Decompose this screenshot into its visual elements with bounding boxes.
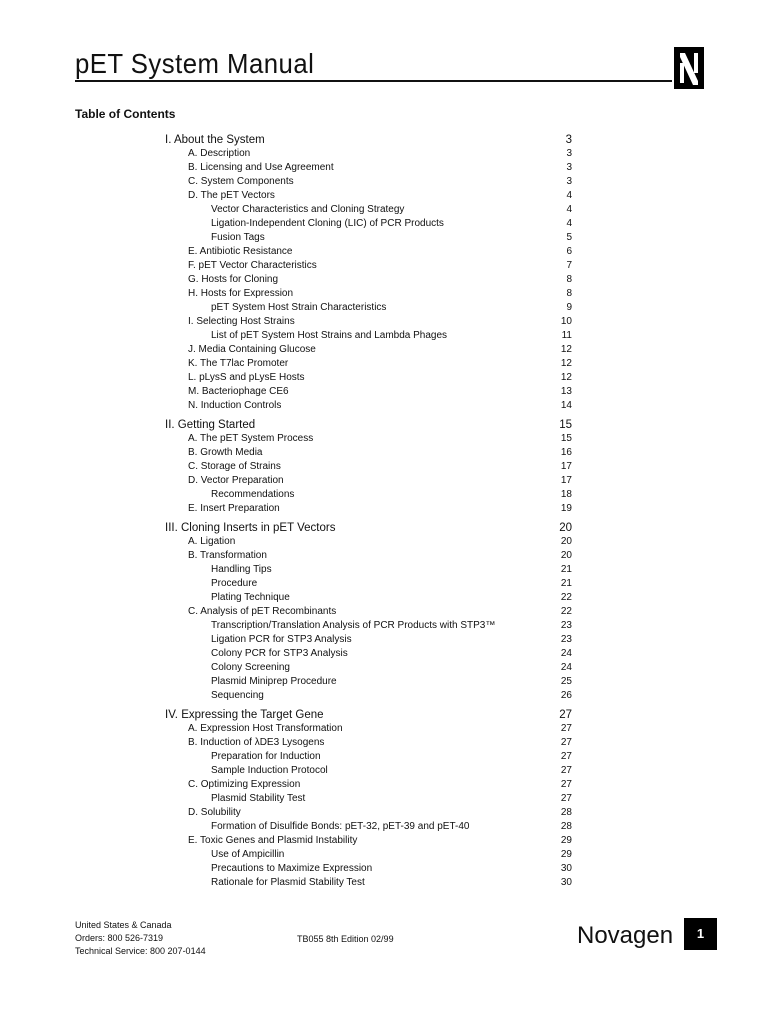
toc-section	[0, 708, 768, 722]
toc-entry	[0, 385, 768, 399]
toc-entry	[0, 287, 768, 301]
toc-entry	[0, 792, 768, 806]
toc-page-number: 29	[560, 849, 572, 860]
toc-page-number: 19	[560, 503, 572, 514]
toc-page-number: 7	[566, 260, 572, 271]
toc-entry	[0, 217, 768, 231]
toc-entry-title: D. Vector Preparation	[188, 475, 284, 486]
toc-page-number: 16	[560, 447, 572, 458]
toc-entry-title: Colony Screening	[211, 662, 290, 673]
toc-entry	[0, 722, 768, 736]
toc-entry	[0, 806, 768, 820]
toc-entry	[0, 535, 768, 549]
toc-page-number: 23	[560, 634, 572, 645]
toc-entry-title: A. Description	[188, 148, 251, 159]
toc-entry	[0, 778, 768, 792]
toc-page-number: 3	[565, 134, 572, 146]
toc-page-number: 17	[560, 475, 572, 486]
toc-entry-title: E. Insert Preparation	[188, 503, 280, 514]
toc-entry-title: C. System Components	[188, 176, 294, 187]
toc-page-number: 3	[566, 148, 572, 159]
toc-page-number: 28	[560, 821, 572, 832]
toc-entry	[0, 502, 768, 516]
toc-entry	[0, 231, 768, 245]
toc-page-number: 10	[560, 316, 572, 327]
toc-entry	[0, 161, 768, 175]
toc-entry	[0, 301, 768, 315]
toc-page-number: 27	[560, 793, 572, 804]
toc-entry-title: Fusion Tags	[211, 232, 265, 243]
toc-entry-title: A. Ligation	[188, 536, 236, 547]
toc-page-number: 12	[560, 372, 572, 383]
toc-entry-title: K. The T7lac Promoter	[188, 358, 289, 369]
toc-entry	[0, 329, 768, 343]
toc-entry	[0, 750, 768, 764]
toc-entry	[0, 549, 768, 563]
toc-page-number: 27	[560, 779, 572, 790]
toc-page-number: 21	[560, 578, 572, 589]
toc-page-number: 13	[560, 386, 572, 397]
toc-entry-title: List of pET System Host Strains and Lambda Phages	[211, 330, 448, 341]
toc-entry	[0, 577, 768, 591]
toc-entry-title: III. Cloning Inserts in pET Vectors	[165, 522, 336, 534]
toc-entry-title: D. Solubility	[188, 807, 241, 818]
toc-page-number: 18	[560, 489, 572, 500]
toc-entry	[0, 432, 768, 446]
toc-page-number: 17	[560, 461, 572, 472]
toc-entry-title: J. Media Containing Glucose	[188, 344, 316, 355]
contact-info	[75, 919, 206, 958]
region-text: United States & Canada	[75, 920, 172, 930]
toc-entry-title: I. Selecting Host Strains	[188, 316, 295, 327]
header-rule	[75, 80, 672, 82]
toc-page-number: 4	[566, 204, 572, 215]
toc-entry-title: E. Antibiotic Resistance	[188, 246, 293, 257]
toc-entry-title: Vector Characteristics and Cloning Strategy	[211, 204, 405, 215]
toc-entry-title: I. About the System	[165, 134, 265, 146]
toc-page-number: 27	[560, 751, 572, 762]
toc-page-number: 22	[560, 606, 572, 617]
toc-entry-title: Plasmid Miniprep Procedure	[211, 676, 337, 687]
toc-entry	[0, 189, 768, 203]
toc-page-number: 23	[560, 620, 572, 631]
toc-page-number: 4	[566, 218, 572, 229]
toc-entry	[0, 371, 768, 385]
toc-page-number: 21	[560, 564, 572, 575]
toc-entry	[0, 689, 768, 703]
toc-page-number: 4	[566, 190, 572, 201]
brand-name: Novagen	[577, 922, 674, 949]
toc-entry-title: Transcription/Translation Analysis of PCR Products with STP3™	[211, 620, 496, 631]
toc-entry	[0, 862, 768, 876]
toc-entry	[0, 399, 768, 413]
toc-entry-title: B. Growth Media	[188, 447, 263, 458]
toc-entry	[0, 259, 768, 273]
edition-text: TB055 8th Edition 02/99	[297, 934, 394, 944]
toc-entry-title: F. pET Vector Characteristics	[188, 260, 317, 271]
toc-entry	[0, 203, 768, 217]
toc-entry-title: B. Transformation	[188, 550, 267, 561]
toc-section	[0, 521, 768, 535]
toc-page-number: 9	[566, 302, 572, 313]
toc-entry-title: A. The pET System Process	[188, 433, 314, 444]
toc-entry-title: Use of Ampicillin	[211, 849, 285, 860]
toc-entry-title: Plasmid Stability Test	[211, 793, 306, 804]
toc-page-number: 12	[560, 344, 572, 355]
toc-entry-title: II. Getting Started	[165, 419, 256, 431]
toc-entry	[0, 820, 768, 834]
toc-entry	[0, 175, 768, 189]
toc-page-number: 24	[560, 662, 572, 673]
toc-entry-title: Ligation-Independent Cloning (LIC) of PCR Products	[211, 218, 444, 229]
toc-section	[0, 418, 768, 432]
toc-entry	[0, 357, 768, 371]
toc-entry	[0, 876, 768, 890]
toc-entry	[0, 245, 768, 259]
toc-entry-title: D. The pET Vectors	[188, 190, 275, 201]
toc-page-number: 11	[561, 330, 572, 341]
tech-service-phone: Technical Service: 800 207-0144	[75, 946, 206, 956]
toc-page-number: 27	[559, 709, 572, 721]
toc-entry-title: Sequencing	[211, 690, 264, 701]
toc-page-number: 14	[560, 400, 572, 411]
toc-entry-title: A. Expression Host Transformation	[188, 723, 343, 734]
toc-entry	[0, 343, 768, 357]
toc-entry-title: Ligation PCR for STP3 Analysis	[211, 634, 352, 645]
toc-page-number: 29	[560, 835, 572, 846]
toc-heading: Table of Contents	[75, 107, 176, 121]
toc-page-number: 15	[560, 433, 572, 444]
toc-entry-title: Recommendations	[211, 489, 295, 500]
toc-entry	[0, 834, 768, 848]
toc-entry-title: C. Storage of Strains	[188, 461, 281, 472]
toc-entry	[0, 460, 768, 474]
toc-page-number: 27	[560, 765, 572, 776]
toc-entry	[0, 647, 768, 661]
toc-page-number: 20	[559, 522, 572, 534]
toc-page-number: 24	[560, 648, 572, 659]
toc-entry	[0, 315, 768, 329]
toc-page-number: 28	[560, 807, 572, 818]
toc-page-number: 30	[560, 877, 572, 888]
toc-entry-title: Formation of Disulfide Bonds: pET-32, pET-39 and pET-40	[211, 821, 470, 832]
toc-entry	[0, 736, 768, 750]
toc-entry-title: Sample Induction Protocol	[211, 765, 328, 776]
toc-page-number: 5	[566, 232, 572, 243]
toc-page-number: 26	[560, 690, 572, 701]
toc-entry-title: H. Hosts for Expression	[188, 288, 294, 299]
toc-entry-title: N. Induction Controls	[188, 400, 282, 411]
toc-entry-title: IV. Expressing the Target Gene	[165, 709, 324, 721]
toc-entry	[0, 764, 768, 778]
toc-page-number: 22	[560, 592, 572, 603]
toc-page-number: 15	[559, 419, 572, 431]
toc-entry-title: Colony PCR for STP3 Analysis	[211, 648, 348, 659]
toc-entry-title: E. Toxic Genes and Plasmid Instability	[188, 835, 358, 846]
toc-entry	[0, 675, 768, 689]
toc-entry-title: C. Optimizing Expression	[188, 779, 301, 790]
page-number: 1	[684, 918, 717, 950]
toc-entry-title: Handling Tips	[211, 564, 272, 575]
toc-page-number: 20	[560, 536, 572, 547]
toc-entry	[0, 147, 768, 161]
page-title: pET System Manual	[75, 48, 315, 79]
novagen-logo-icon	[674, 47, 704, 89]
toc-page-number: 30	[560, 863, 572, 874]
toc-page-number: 3	[566, 176, 572, 187]
toc-page-number: 20	[560, 550, 572, 561]
toc-entry-title: C. Analysis of pET Recombinants	[188, 606, 337, 617]
toc-entry-title: B. Induction of λDE3 Lysogens	[188, 737, 325, 748]
toc-entry-title: Procedure	[211, 578, 258, 589]
toc-page-number: 27	[560, 723, 572, 734]
toc-page-number: 3	[566, 162, 572, 173]
toc-page-number: 8	[566, 288, 572, 299]
toc-section	[0, 133, 768, 147]
toc-entry	[0, 661, 768, 675]
toc-page-number: 25	[560, 676, 572, 687]
toc-entry-title: Preparation for Induction	[211, 751, 321, 762]
toc-entry-title: B. Licensing and Use Agreement	[188, 162, 334, 173]
toc-entry-title: Plating Technique	[211, 592, 290, 603]
toc-entry	[0, 848, 768, 862]
toc-entry	[0, 488, 768, 502]
toc-entry	[0, 633, 768, 647]
toc-entry	[0, 563, 768, 577]
toc-entry	[0, 591, 768, 605]
toc-entry	[0, 619, 768, 633]
toc-page-number: 27	[560, 737, 572, 748]
toc-entry	[0, 474, 768, 488]
toc-entry-title: L. pLysS and pLysE Hosts	[188, 372, 305, 383]
toc-page-number: 6	[566, 246, 572, 257]
toc-page-number: 8	[566, 274, 572, 285]
orders-phone: Orders: 800 526-7319	[75, 933, 164, 943]
toc-entry-title: Precautions to Maximize Expression	[211, 863, 373, 874]
toc-entry	[0, 446, 768, 460]
toc-entry	[0, 605, 768, 619]
toc-entry-title: pET System Host Strain Characteristics	[211, 302, 387, 313]
toc-page-number: 12	[560, 358, 572, 369]
toc-entry	[0, 273, 768, 287]
toc-entry-title: G. Hosts for Cloning	[188, 274, 279, 285]
toc-entry-title: M. Bacteriophage CE6	[188, 386, 289, 397]
toc-entry-title: Rationale for Plasmid Stability Test	[211, 877, 365, 888]
